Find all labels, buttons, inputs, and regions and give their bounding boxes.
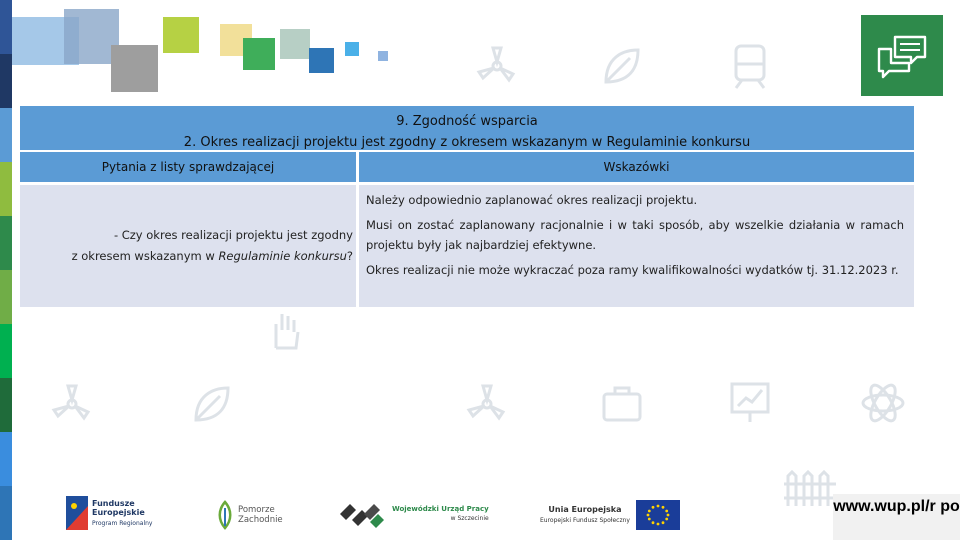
table-row	[20, 185, 914, 307]
windmill-icon	[50, 382, 94, 426]
fe-emblem-icon	[66, 496, 88, 530]
hints-cell	[359, 185, 914, 307]
header-title: 9. Zgodność wsparcia	[396, 114, 538, 129]
briefcase-icon	[600, 384, 644, 424]
question-line2-suffix: ?	[346, 249, 353, 263]
table-header	[20, 106, 914, 150]
fe-line1: Fundusze	[92, 498, 135, 508]
column-header-questions: Pytania z listy sprawdzającej	[20, 152, 356, 182]
fundusze-europejskie-logo	[66, 496, 152, 530]
question-line1: - Czy okres realizacji projektu jest zgodny	[113, 228, 353, 242]
ue-line2: Europejski Fundusz Społeczny	[540, 517, 630, 524]
wup-emblem-icon	[338, 500, 386, 528]
column-header-hints: Wskazówki	[359, 152, 914, 182]
chat-icon-box	[861, 15, 943, 96]
unia-europejska-logo	[540, 500, 680, 530]
ue-line1: Unia Europejska	[548, 505, 622, 514]
tram-icon	[730, 40, 770, 90]
fe-line2: Europejskie	[92, 507, 145, 517]
wup-logo	[338, 500, 489, 528]
header-subtitle: 2. Okres realizacji projektu jest zgodny z okresem wskazanym w Regulaminie konkursu	[183, 135, 751, 150]
left-color-strip	[0, 0, 12, 540]
chart-board-icon	[728, 380, 772, 426]
pz-line2: Zachodnie	[238, 515, 283, 525]
hint-item: Należy odpowiednio zaplanować okres realizacji projektu.	[366, 193, 698, 207]
question-cell	[20, 185, 356, 307]
question-line2-italic: Regulaminie konkursu	[218, 249, 347, 263]
pz-line1: Pomorze	[238, 505, 275, 515]
pomorze-zachodnie-logo	[216, 500, 283, 530]
column-headers	[20, 152, 914, 182]
leaf-icon	[600, 44, 644, 88]
fence-icon	[782, 468, 838, 508]
website-link[interactable]: www.wup.pl/r po	[833, 494, 960, 540]
eu-flag-icon	[636, 500, 680, 530]
fe-line3: Program Regionalny	[92, 519, 153, 527]
wup-line2: w Szczecinie	[450, 515, 489, 522]
chat-bubbles-icon	[875, 33, 929, 79]
atom-icon	[860, 380, 906, 426]
question-line2-prefix: z okresem wskazanym w	[71, 249, 219, 263]
windmill-icon	[465, 382, 509, 426]
hint-item: Okres realizacji nie może wykraczać poza ramy kwalifikowalności wydatków tj. 31.12.2023 r.	[366, 263, 899, 277]
checklist-table	[20, 106, 914, 307]
windmill-icon	[475, 44, 519, 88]
leaf-icon	[190, 382, 234, 426]
wup-line1: Wojewódzki Urząd Pracy	[392, 505, 489, 513]
hand-icon	[268, 310, 304, 350]
hint-item: Musi on zostać zaplanowany racjonalnie i w taki sposób, aby wszelkie działania w ramach projektu były jak najbardziej efektywne.	[366, 218, 904, 252]
pz-emblem-icon	[216, 500, 234, 530]
